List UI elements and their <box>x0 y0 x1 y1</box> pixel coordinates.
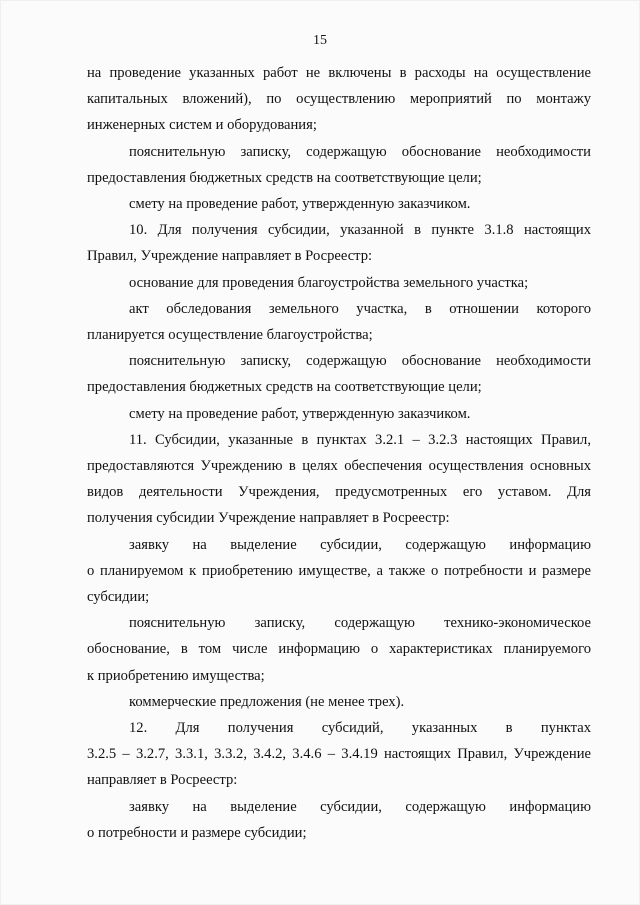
text-line: к приобретению имущества; <box>87 667 265 684</box>
text-line: коммерческие предложения (не менее трех). <box>129 693 405 710</box>
text-line: пояснительную записку, содержащую обоснование необходимости <box>129 143 591 160</box>
text-line: заявку на выделение субсидии, содержащую информацию <box>129 798 591 815</box>
text-line: заявку на выделение субсидии, содержащую информацию <box>129 536 591 553</box>
text-line: смету на проведение работ, утвержденную заказчиком. <box>129 405 471 422</box>
text-line: капитальных вложений), по осуществлению мероприятий по монтажу <box>87 91 591 108</box>
page-number: 15 <box>313 33 327 48</box>
text-line: о потребности и размере субсидии; <box>87 824 307 841</box>
text-line: направляет в Росреестр: <box>87 772 238 789</box>
text-line: на проведение указанных работ не включены в расходы на осуществление <box>87 65 591 81</box>
text-line: видов деятельности Учреждения, предусмотренных его уставом. Для <box>87 484 591 501</box>
text-line: пояснительную записку, содержащую технико-экономическое <box>129 615 591 632</box>
document-body <box>87 60 591 846</box>
text-line: основание для проведения благоустройства земельного участка; <box>129 274 529 291</box>
text-line: акт обследования земельного участка, в отношении которого <box>129 300 591 317</box>
text-line: предоставления бюджетных средств на соответствующие цели; <box>87 379 482 396</box>
text-line: предоставляются Учреждению в целях обеспечения осуществления основных <box>87 458 591 475</box>
text-line: Правил, Учреждение направляет в Росреестр: <box>87 248 373 265</box>
text-line: смету на проведение работ, утвержденную заказчиком. <box>129 196 471 213</box>
text-line: инженерных систем и оборудования; <box>87 117 317 134</box>
text-line: получения субсидии Учреждение направляет в Росреестр: <box>87 510 450 527</box>
text-line: обоснование, в том числе информацию о характеристиках планируемого <box>87 641 591 658</box>
text-line: 11. Субсидии, указанные в пунктах 3.2.1 – 3.2.3 настоящих Правил, <box>129 431 591 448</box>
text-line: 12. Для получения субсидий, указанных в пунктах <box>129 720 591 737</box>
text-line: планируется осуществление благоустройства; <box>87 327 373 344</box>
text-line: 10. Для получения субсидии, указанной в пункте 3.1.8 настоящих <box>129 222 591 239</box>
text-line: предоставления бюджетных средств на соответствующие цели; <box>87 169 482 186</box>
text-line: пояснительную записку, содержащую обоснование необходимости <box>129 353 591 370</box>
text-line: о планируемом к приобретению имуществе, а также о потребности и размере <box>87 562 591 579</box>
text-line: 3.2.5 – 3.2.7, 3.3.1, 3.3.2, 3.4.2, 3.4.6 – 3.4.19 настоящих Правил, Учреждение <box>87 746 591 763</box>
text-line: субсидии; <box>87 589 150 606</box>
